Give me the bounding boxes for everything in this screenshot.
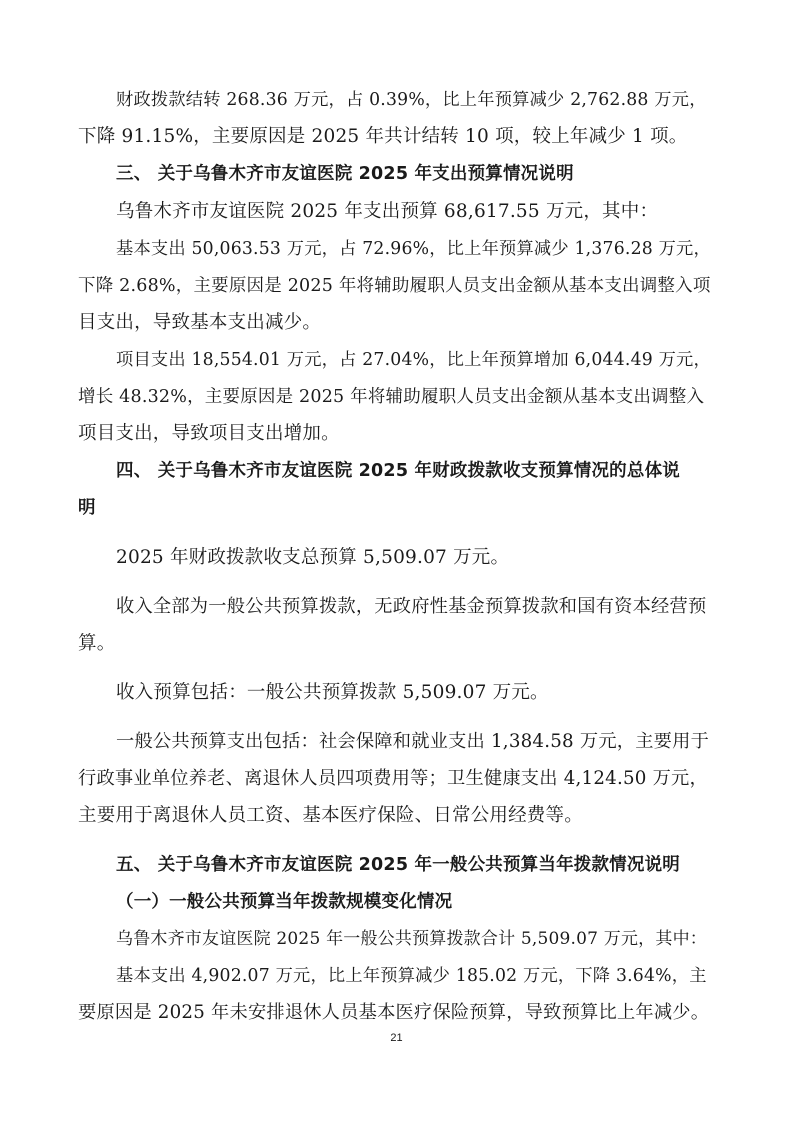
paragraph-line: 收入全部为一般公共预算拨款，无政府性基金预算拨款和国有资本经营预 [116,596,707,617]
paragraph-line: 基本支出 50,063.53 万元，占 72.96%，比上年预算减少 1,376.28 万元， [116,239,711,259]
paragraph-line: 目支出，导致基本支出减少。 [78,312,322,333]
paragraph-line: 下降 91.15%，主要原因是 2025 年共计结转 10 项，较上年减少 1 项。 [78,126,688,147]
paragraph-line: 财政拨款结转 268.36 万元，占 0.39%，比上年预算减少 2,762.88 万元， [116,90,707,110]
paragraph-line: 一般公共预算支出包括：社会保障和就业支出 1,384.58 万元，主要用于 [116,731,710,752]
paragraph-line: 行政事业单位养老、离退休人员四项费用等；卫生健康支出 4,124.50 万元， [78,768,708,789]
subsection-heading: （一）一般公共预算当年拨款规模变化情况 [116,892,453,912]
paragraph-line: 增长 48.32%，主要原因是 2025 年将辅助履职人员支出金额从基本支出调整入 [78,387,705,407]
paragraph-line: 算。 [78,633,116,654]
page-number: 21 [390,1032,403,1044]
paragraph-line: 下降 2.68%，主要原因是 2025 年将辅助履职人员支出金额从基本支出调整入项 [78,276,711,296]
paragraph-line: 项目支出，导致项目支出增加。 [78,423,340,444]
section-heading-continued: 明 [78,498,96,518]
paragraph-line: 要原因是 2025 年未安排退休人员基本医疗保险预算，导致预算比上年减少。 [78,1002,710,1023]
section-heading: 四、 关于乌鲁木齐市友谊医院 2025 年财政拨款收支预算情况的总体说 [116,461,680,481]
section-heading: 三、 关于乌鲁木齐市友谊医院 2025 年支出预算情况说明 [116,164,574,184]
section-heading: 五、 关于乌鲁木齐市友谊医院 2025 年一般公共预算当年拨款情况说明 [116,855,680,875]
paragraph-line: 主要用于离退休人员工资、基本医疗保险、日常公用经费等。 [78,805,583,826]
paragraph-line: 乌鲁木齐市友谊医院 2025 年一般公共预算拨款合计 5,509.07 万元，其中： [116,929,707,949]
paragraph-line: 乌鲁木齐市友谊医院 2025 年支出预算 68,617.55 万元，其中： [116,201,659,222]
paragraph-line: 收入预算包括：一般公共预算拨款 5,509.07 万元。 [116,682,549,703]
paragraph-line: 基本支出 4,902.07 万元，比上年预算减少 185.02 万元，下降 3.64%，主 [116,966,707,986]
paragraph-line: 2025 年财政拨款收支总预算 5,509.07 万元。 [116,547,510,568]
paragraph-line: 项目支出 18,554.01 万元，占 27.04%，比上年预算增加 6,044.49 万元， [116,350,711,370]
